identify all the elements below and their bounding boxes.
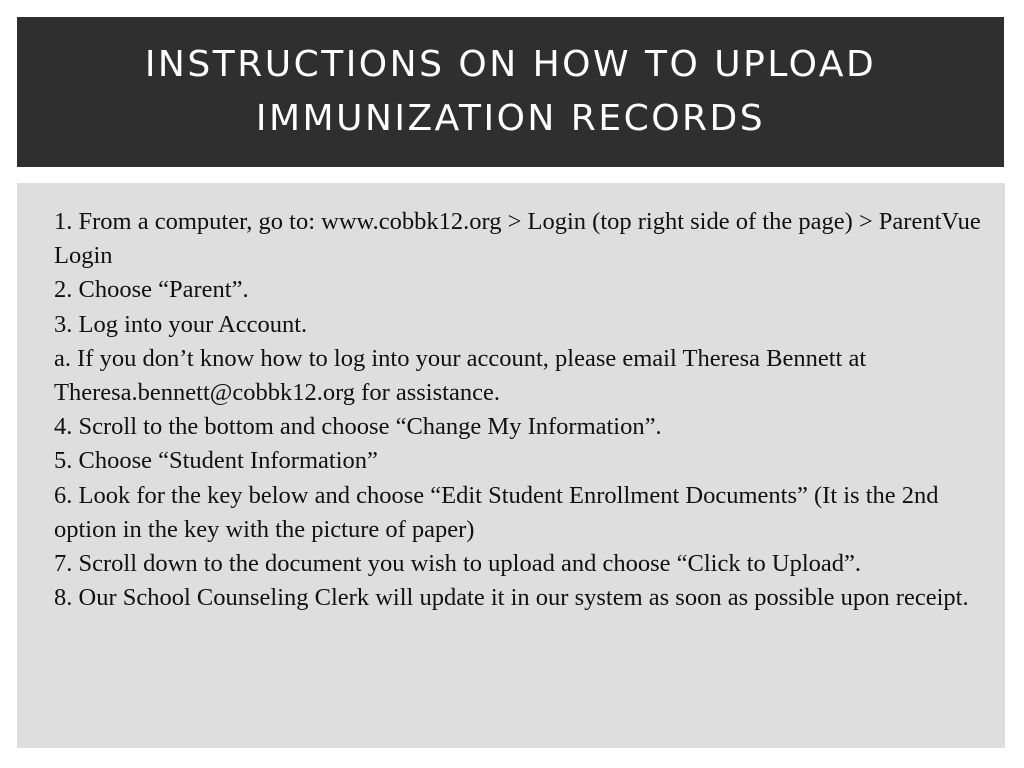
title-bar [17,17,1004,167]
instruction-step-4: 4. Scroll to the bottom and choose “Change My Information”. [54,413,662,441]
slide-title: INSTRUCTIONS ON HOW TO UPLOAD IMMUNIZATION RECORDS [144,44,877,139]
instruction-step-3a: a. If you don’t know how to log into your account, please email Theresa Bennett at Theresa.bennett@cobbk12.org for assistance. [54,344,867,407]
instruction-step-6: 6. Look for the key below and choose “Edit Student Enrollment Documents” (It is the 2nd option in the key with the picture of paper) [54,481,939,543]
instruction-list [54,205,984,615]
instruction-step-2: 2. Choose “Parent”. [54,276,249,304]
content-box [17,183,1005,748]
instruction-step-3: 3. Log into your Account. [54,310,308,338]
instruction-step-7: 7. Scroll down to the document you wish to upload and choose “Click to Upload”. [54,550,862,578]
instruction-step-5: 5. Choose “Student Information” [54,447,378,475]
instruction-step-8: 8. Our School Counseling Clerk will update it in our system as soon as possible upon receipt. [54,584,969,612]
instruction-step-1: 1. From a computer, go to: www.cobbk12.org > Login (top right side of the page) > ParentVue Login [54,208,981,270]
